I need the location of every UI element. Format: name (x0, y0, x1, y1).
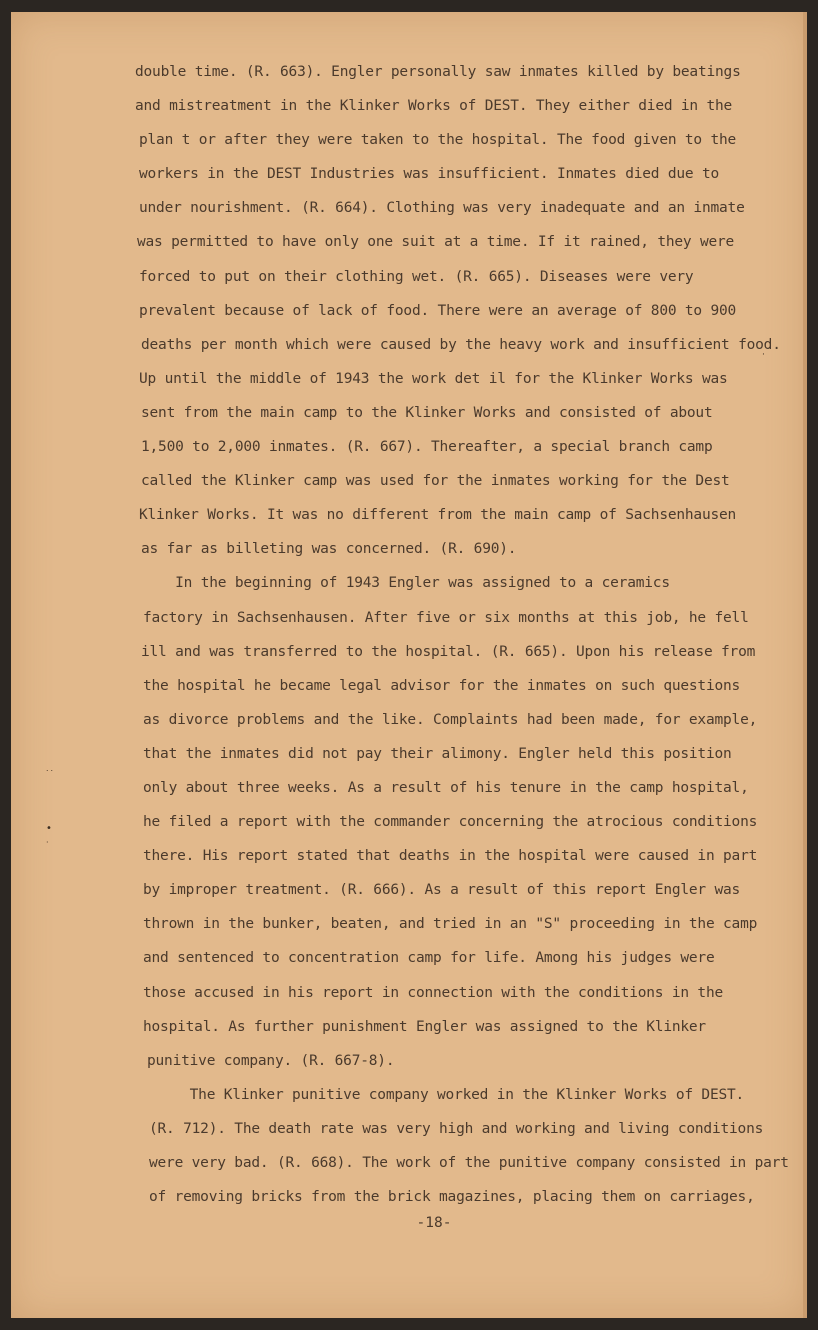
text-line: In the beginning of 1943 Engler was assigned to a ceramics (141, 575, 670, 592)
page-number: -18- (416, 1215, 452, 1231)
text-line: of removing bricks from the brick magazines, placing them on carriages, (149, 1189, 755, 1206)
text-line: was permitted to have only one suit at a time. If it rained, they were (137, 234, 735, 251)
body-text (125, 55, 789, 1214)
text-line: prevalent because of lack of food. There were an average of 800 to 900 (139, 302, 737, 319)
text-line: the hospital he became legal advisor for the inmates on such questions (143, 677, 741, 694)
margin-mark: · (46, 838, 49, 847)
text-line: hospital. As further punishment Engler was assigned to the Klinker (143, 1018, 706, 1035)
text-line: plan t or after they were taken to the hospital. The food given to the (139, 132, 737, 149)
text-line: 1,500 to 2,000 inmates. (R. 667). Thereafter, a special branch camp (141, 439, 713, 456)
text-line: deaths per month which were caused by the heavy work and insufficient food. (141, 336, 781, 353)
text-line: and sentenced to concentration camp for life. Among his judges were (143, 950, 715, 967)
text-line: (R. 712). The death rate was very high and working and living conditions (149, 1120, 764, 1137)
text-line: by improper treatment. (R. 666). As a result of this report Engler was (143, 882, 741, 899)
text-line: were very bad. (R. 668). The work of the punitive company consisted in part (149, 1155, 789, 1171)
text-line: under nourishment. (R. 664). Clothing was very inadequate and an inmate (139, 200, 745, 217)
text-line: those accused in his report in connection with the conditions in the (143, 984, 724, 1001)
text-line: as divorce problems and the like. Complaints had been made, for example, (143, 711, 758, 728)
text-line: he filed a report with the commander concerning the atrocious conditions (143, 814, 758, 831)
text-line: ill and was transferred to the hospital. (R. 665). Upon his release from (141, 643, 756, 660)
text-line: thrown in the bunker, beaten, and tried in an "S" proceeding in the camp (143, 916, 758, 933)
text-line: that the inmates did not pay their alimony. Engler held this position (143, 745, 732, 762)
margin-mark: • (46, 823, 52, 834)
text-line: there. His report stated that deaths in the hospital were caused in part (143, 848, 758, 865)
text-line: factory in Sachsenhausen. After five or six months at this job, he fell (143, 609, 749, 626)
text-line: sent from the main camp to the Klinker Works and consisted of about (141, 404, 713, 421)
text-line: forced to put on their clothing wet. (R. 665). Diseases were very (139, 268, 694, 285)
text-line: and mistreatment in the Klinker Works of DEST. They either died in the (135, 98, 733, 115)
text-line: double time. (R. 663). Engler personally saw inmates killed by beatings (135, 64, 741, 80)
text-line: punitive company. (R. 667-8). (147, 1052, 395, 1069)
page-edge (803, 12, 807, 1318)
text-line: only about three weeks. As a result of his tenure in the camp hospital, (143, 779, 749, 796)
text-line: Klinker Works. It was no different from the main camp of Sachsenhausen (139, 507, 737, 524)
margin-mark: · (762, 350, 765, 360)
margin-mark: ˙˙ (45, 770, 54, 780)
text-line: workers in the DEST Industries was insufficient. Inmates died due to (139, 166, 720, 183)
text-line: called the Klinker camp was used for the inmates working for the Dest (141, 473, 730, 490)
text-line: Up until the middle of 1943 the work det il for the Klinker Works was (139, 370, 728, 387)
text-line: as far as billeting was concerned. (R. 690). (141, 541, 517, 558)
text-line: The Klinker punitive company worked in the Klinker Works of DEST. (147, 1086, 745, 1103)
